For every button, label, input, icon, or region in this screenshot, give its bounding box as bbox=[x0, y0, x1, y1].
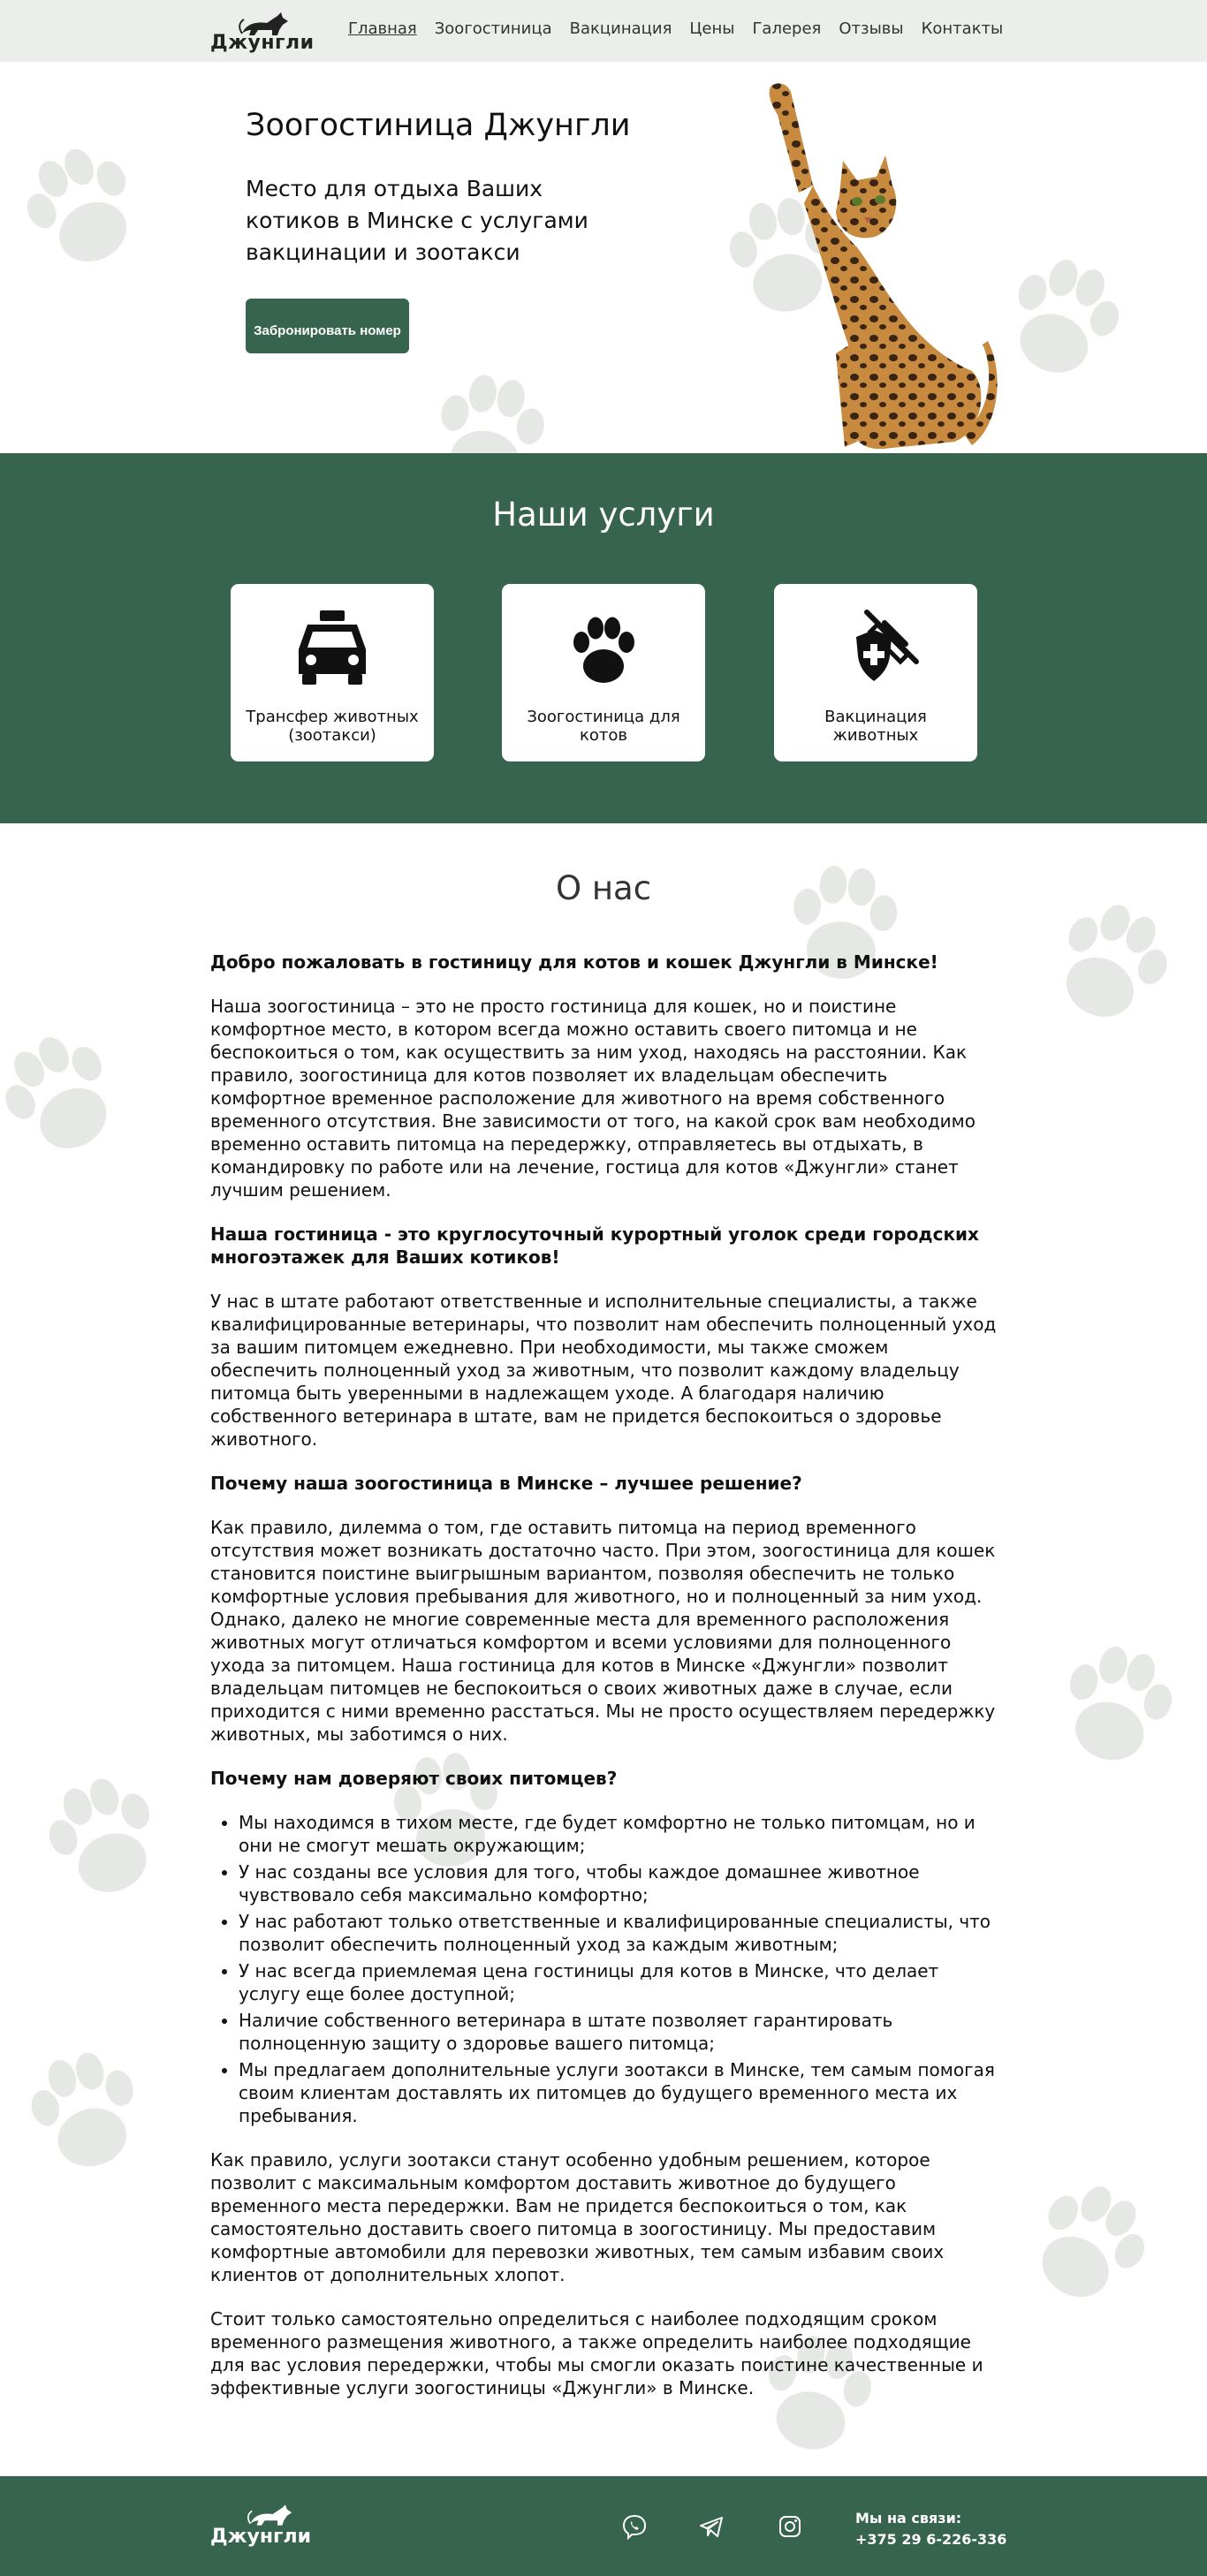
telegram-icon[interactable] bbox=[698, 2513, 725, 2540]
about-paragraph: Стоит только самостоятельно определиться с наиболее подходящим сроком временного размещения животного, а также определить наиболее подходящие для вас условия передержки, чтобы мы смогли оказать поистине качественные и эффективные услуги зоогостиницы «Джунгли» в Минске. bbox=[210, 2308, 983, 2398]
paw-icon bbox=[559, 603, 648, 692]
hero-title: Зоогостиница Джунгли bbox=[246, 108, 631, 143]
contact-label: Мы на связи: bbox=[855, 2510, 962, 2527]
list-item: • У нас работают только ответственные и квалифицированные специалисты, что позволит обеспечить полноценный уход за каждым животным; bbox=[239, 1910, 997, 1956]
nav-item-prices[interactable]: Цены bbox=[689, 19, 735, 38]
services-title: Наши услуги bbox=[492, 496, 715, 534]
viber-icon[interactable] bbox=[621, 2513, 648, 2540]
about-paragraph: Наша зоогостиница – это не просто гостиница для кошек, но и поистине комфортное место, в котором всегда можно оставить своего питомца и не беспокоиться о том, как осуществить за ним уход, находясь на расстоянии. Как правило, зоогостиница для котов позволяет их владельцам обеспечить комфортное временное расположение для животного на время собственного временного отсутствия. Вне зависимости от того, на какой срок вам необходимо временно оставить питомца на передержку, отправляетесь вы отдыхать, в командировку по работе или на лечение, гостица для котов «Джунгли» станет лучшим решением. bbox=[210, 996, 975, 1201]
about-paragraph: У нас в штате работают ответственные и исполнительные специалисты, а также квалифицированные ветеринары, что позволит нам обеспечить полноценный уход за вашим питомцем ежедневно. При необходимости, мы также сможем обеспечить полноценный уход за животным, что позволит каждому владельцу питомца быть уверенными в надлежащем уходе. А благодаря наличию собственного ветеринара в штате, вам не придется беспокоиться о здоровье животного. bbox=[210, 1291, 997, 1450]
nav-item-gallery[interactable]: Галерея bbox=[752, 19, 822, 38]
about-paragraph: Как правило, услуги зоотакси станут особенно удобным решением, которое позволит с максимальным комфортом доставить животное до будущего временного места передержки. Вам не придется беспокоиться о том, как самостоятельно доставить своего питомца в зоогостиницу. Мы предоставим комфортные автомобили для перевозки животных, тем самым избавим своих клиентов от дополнительных хлопот. bbox=[210, 2149, 945, 2285]
taxi-icon bbox=[288, 603, 376, 692]
about-heading-resort: Наша гостиница - это круглосуточный курортный уголок среди городских многоэтажек для Ваших котиков! bbox=[210, 1224, 979, 1268]
services-section bbox=[0, 453, 1207, 823]
footer-logo[interactable] bbox=[210, 2503, 312, 2548]
site-header bbox=[0, 0, 1207, 62]
about-heading-trust: Почему нам доверяют своих питомцев? bbox=[210, 1768, 618, 1789]
vaccine-icon bbox=[831, 603, 920, 692]
footer-logo-text: Джунгли bbox=[210, 2526, 312, 2548]
nav-item-home[interactable]: Главная bbox=[348, 19, 417, 38]
trust-reasons-list bbox=[239, 1811, 997, 2127]
hero-subtitle: Место для отдыха Ваших котиков в Минске с услугами вакцинации и зоотакси bbox=[246, 176, 588, 265]
list-item: • У нас всегда приемлемая цена гостиницы для котов в Минске, что делает услугу еще более доступной; bbox=[239, 1959, 997, 2005]
about-heading-why-best: Почему наша зоогостиница в Минске – лучшее решение? bbox=[210, 1473, 802, 1494]
list-item: • Наличие собственного ветеринара в штате позволяет гарантировать полноценную защиту о здоровье вашего питомца; bbox=[239, 2009, 997, 2055]
site-logo[interactable] bbox=[210, 11, 315, 54]
nav-item-reviews[interactable]: Отзывы bbox=[839, 19, 904, 38]
service-label: Трансфер животных (зоотакси) bbox=[246, 708, 419, 745]
book-room-button[interactable]: Забронировать номер bbox=[246, 299, 409, 353]
hero-section bbox=[0, 62, 1207, 453]
main-nav bbox=[348, 19, 1021, 38]
service-label: Вакцинация животных bbox=[824, 708, 927, 745]
nav-item-contacts[interactable]: Контакты bbox=[921, 19, 1004, 38]
about-paragraph: Как правило, дилемма о том, где оставить питомца на период временного отсутствия может возникать достаточно часто. При этом, зоогостиница для кошек становится поистине выигрышным вариантом, позволяя обеспечить не только комфортные условия пребывания для животного, но и полноценный за ним уход. Однако, далеко не многие современные места для временного расположения животных могут отличаться комфортом и всеми условиями для полноценного ухода за питомцем. Наша гостиница для котов в Минске «Джунгли» позволит владельцам питомцев не беспокоиться о своих животных даже в случае, если приходится с ними временно расстаться. Мы не просто осуществляем передержку животных, мы заботимся о них. bbox=[210, 1517, 996, 1745]
about-section bbox=[0, 823, 1207, 2476]
list-item: • Мы предлагаем дополнительные услуги зоотакси в Минске, тем самым помогая своим клиентам доставлять их питомцев до будущего временного места их пребывания. bbox=[239, 2058, 997, 2127]
service-label: Зоогостиница для котов bbox=[527, 708, 680, 745]
service-card-hotel[interactable] bbox=[502, 584, 705, 761]
list-item: • У нас созданы все условия для того, чтобы каждое домашнее животное чувствовало себя максимально комфортно; bbox=[239, 1860, 997, 1906]
nav-item-vaccination[interactable]: Вакцинация bbox=[569, 19, 672, 38]
about-heading-welcome: Добро пожаловать в гостиницу для котов и кошек Джунгли в Минске! bbox=[210, 951, 938, 973]
site-footer bbox=[0, 2476, 1207, 2576]
logo-text: Джунгли bbox=[210, 32, 315, 54]
phone-link[interactable]: +375 29 6-226-336 bbox=[855, 2531, 1007, 2548]
bengal-cat-image bbox=[751, 80, 998, 453]
service-card-taxi[interactable] bbox=[231, 584, 434, 761]
cat-logo-icon bbox=[246, 2503, 293, 2526]
instagram-icon[interactable] bbox=[777, 2513, 803, 2540]
about-title: О нас bbox=[555, 869, 652, 907]
list-item: • Мы находимся в тихом месте, где будет комфортно не только питомцам, но и они не смогут мешать окружающим; bbox=[239, 1811, 997, 1857]
service-card-vaccination[interactable] bbox=[774, 584, 977, 761]
nav-item-hotel[interactable]: Зоогостиница bbox=[434, 19, 552, 38]
about-text bbox=[210, 951, 997, 2421]
